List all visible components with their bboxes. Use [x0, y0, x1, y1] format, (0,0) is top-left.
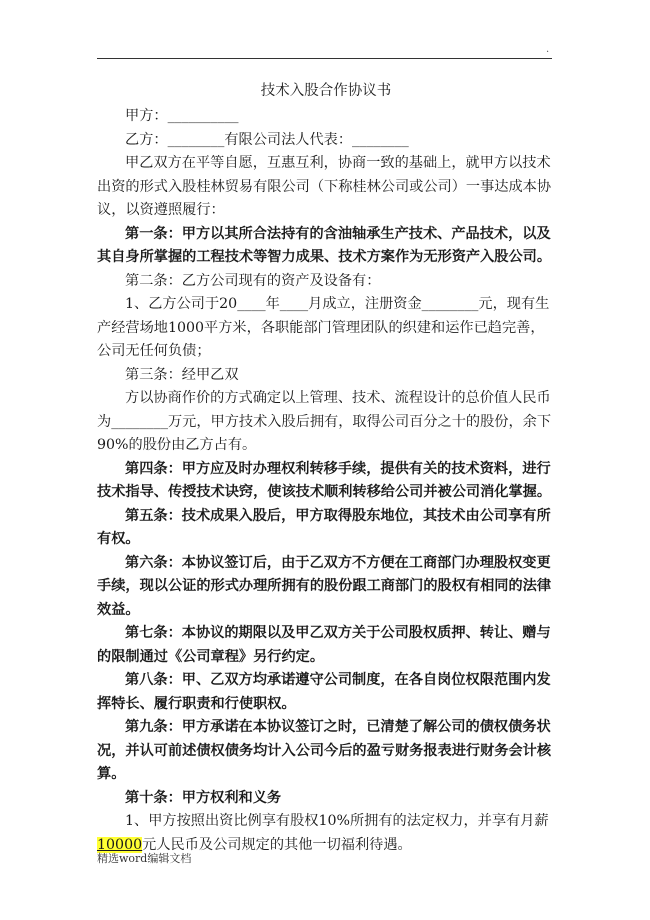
salary-text-after: 元人民币及公司规定的其他一切福利待遇。: [142, 836, 412, 853]
paragraph-list: [97, 105, 555, 810]
paragraph: 第二条：乙方公司现有的资产及设备有：: [125, 272, 381, 289]
paragraph: 第五条：技术成果入股后，甲方取得股东地位，其技术由公司享有所有权。: [97, 507, 551, 547]
paragraph: 第十条：甲方权利和义务: [125, 789, 282, 806]
paragraph: 乙方：________有限公司法人代表：________: [125, 131, 409, 148]
document-body: [97, 80, 555, 857]
paragraph: 方以协商作价的方式确定以上管理、技术、流程设计的总价值人民币为________万元，甲方技术入股后拥有，取得公司百分之十的股份，余下90%的股份由乙方占有。: [97, 390, 552, 453]
document-title: 技术入股合作协议书: [260, 83, 392, 99]
header-mark: .: [546, 44, 550, 55]
paragraph: 第四条：甲方应及时办理权利转移手续，提供有关的技术资料，进行技术指导、传授技术诀窍，使该技术顺利转移给公司并被公司消化掌握。: [97, 460, 552, 500]
paragraph: 第六条：本协议签订后，由于乙双方不方便在工商部门办理股权变更手续，现以公证的形式办理所拥有的股份跟工商部门的股权有相同的法律效益。: [97, 554, 552, 618]
paragraph: 甲方：__________: [125, 108, 239, 124]
header-rule: [97, 58, 552, 59]
footer-note: 精选word编辑文档: [97, 852, 192, 865]
paragraph: 1、乙方公司于20____年____月成立，注册资金________元，现有生产经营场地1000平方米，各职能部门管理团队的织建和运作已趋完善，公司无任何负债；: [97, 296, 550, 359]
salary-amount-highlight: 10000: [97, 836, 143, 853]
paragraph: 甲乙双方在平等自愿，互惠互利，协商一致的基础上，就甲方以技术出资的形式入股桂林贸易有限公司（下称桂林公司或公司）一事达成本协议，以资遵照履行：: [97, 155, 552, 218]
paragraph: 第一条：甲方以其所合法持有的含油轴承生产技术、产品技术，以及其自身所掌握的工程技术等智力成果、技术方案作为无形资产入股公司。: [97, 225, 552, 265]
paragraph: 第七条：本协议的期限以及甲乙双方关于公司股权质押、转让、赠与的限制通过《公司章程》另行约定。: [97, 625, 551, 665]
paragraph: 第三条：经甲乙双: [125, 366, 239, 383]
paragraph: 第九条：甲方承诺在本协议签订之时，已清楚了解公司的债权债务状况，并认可前述债权债务均计入公司今后的盈亏财务报表进行财务会计核算。: [97, 719, 552, 782]
salary-text-before: 1、甲方按照出资比例享有股权10%所拥有的法定权力，并享有月薪: [125, 813, 549, 829]
paragraph: 第八条：甲、乙双方均承诺遵守公司制度，在各自岗位权限范围内发挥特长、履行职责和行使职权。: [97, 672, 551, 712]
